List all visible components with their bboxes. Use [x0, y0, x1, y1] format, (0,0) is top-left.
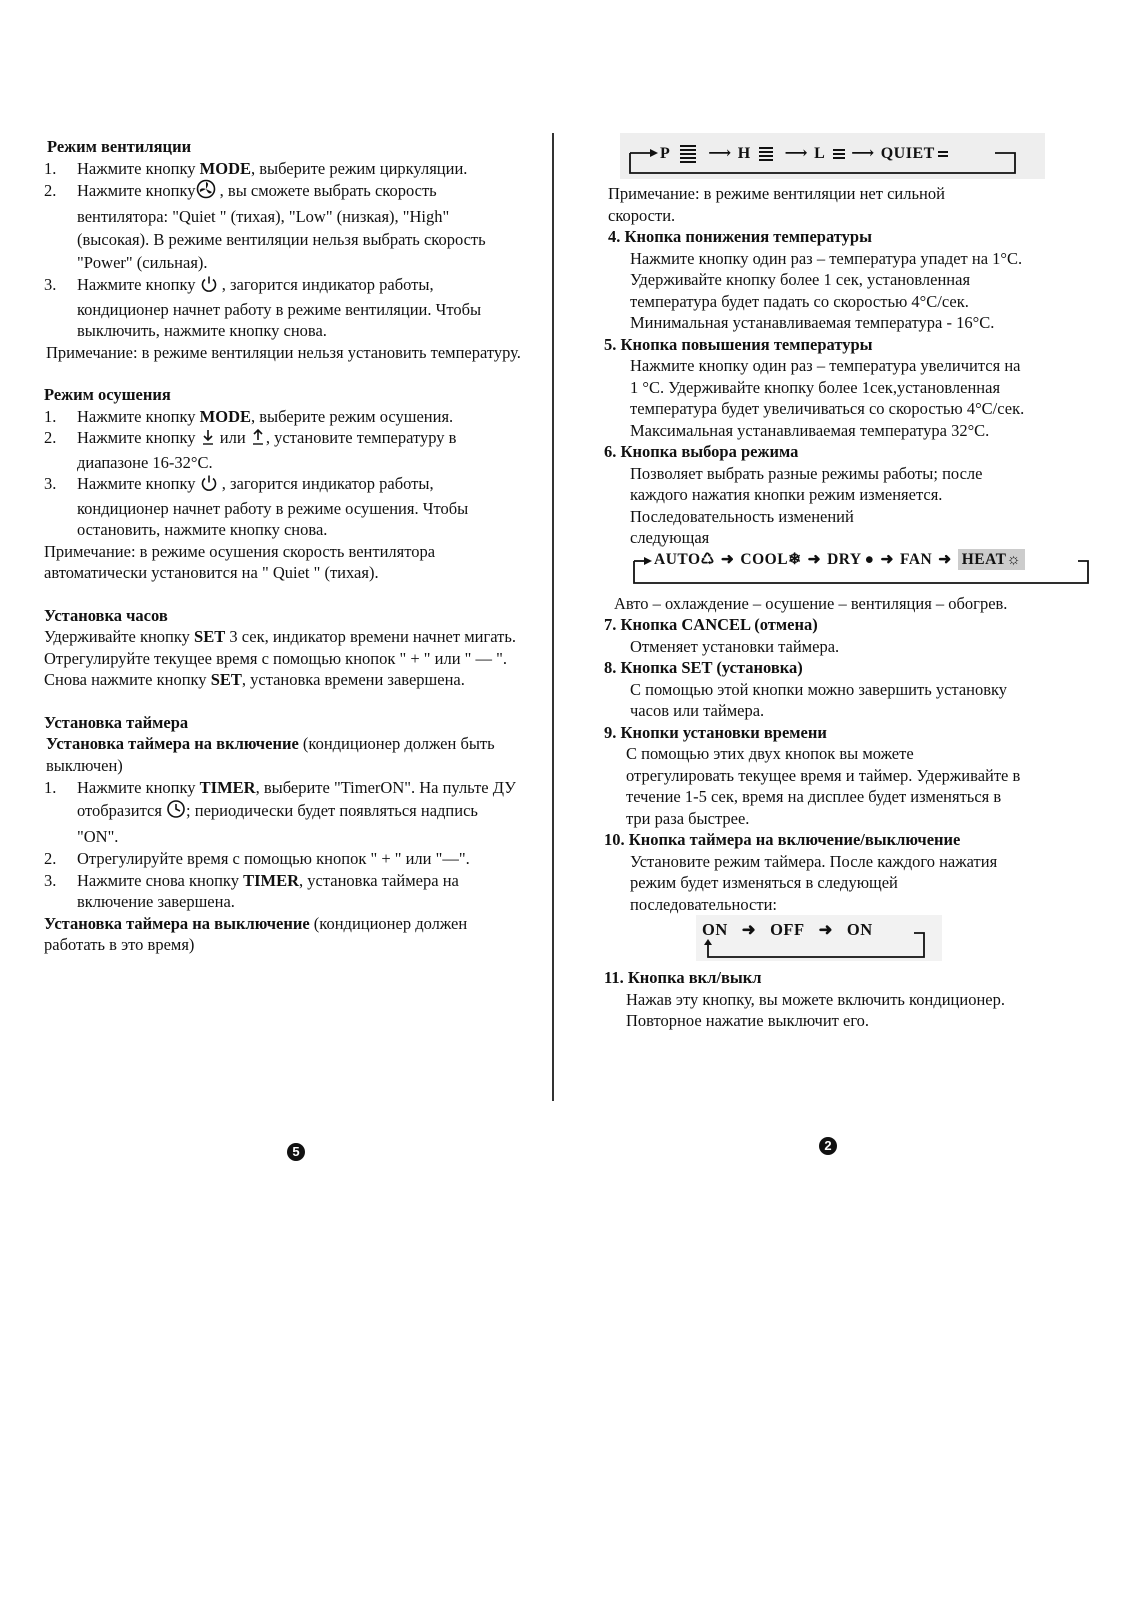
timer-seq-on: ON — [702, 920, 728, 939]
s11-text: Нажав эту кнопку, вы можете включить кондиционер. Повторное нажатие выключит его. — [626, 989, 1005, 1030]
dry-step-3: 3. Нажмите кнопку , загорится индикатор работы, кондиционер начнет работу в режиме осушения. Чтобы остановить, нажмите кнопку снова. — [44, 474, 469, 539]
s4-title: 4. Кнопка понижения температуры — [608, 227, 872, 246]
arrow-icon: ➜ — [880, 550, 894, 568]
clock-p1: Удерживайте кнопку SET 3 сек, индикатор времени начнет мигать. — [44, 627, 517, 646]
mode-cool: COOL — [740, 550, 789, 568]
timer-on-heading: Установка таймера на включение (кондиционер должен быть выключен) — [46, 734, 495, 775]
timer-seq-off: OFF — [770, 920, 805, 939]
s10-text: Установите режим таймера. После каждого нажатия режим будет изменяться в следующей последовательности: — [630, 851, 998, 914]
s6-title: 6. Кнопка выбора режима — [604, 442, 799, 461]
s10-title: 10. Кнопка таймера на включение/выключение — [604, 830, 961, 849]
s7-text: Отменяет установки таймера. — [630, 636, 840, 656]
arrow-icon: ⟶ — [784, 145, 809, 162]
fan-bars-icon — [680, 145, 696, 163]
fan-icon — [196, 179, 216, 205]
vent-step-1: 1. Нажмите кнопку MODE, выберите режим циркуляции. — [44, 158, 468, 178]
fan-seq-h: H — [737, 145, 751, 162]
left-column — [44, 136, 522, 956]
timer-title: Установка таймера — [44, 712, 189, 732]
temp-down-icon — [200, 428, 216, 452]
arrow-icon: ⟶ — [851, 145, 875, 162]
arrow-icon: ➜ — [741, 920, 757, 939]
s8-text: С помощью этой кнопки можно завершить установку часов или таймера. — [630, 679, 1008, 720]
power-icon — [200, 275, 218, 299]
clock-title: Установка часов — [44, 605, 168, 625]
timer-seq-on-2: ON — [846, 920, 873, 939]
clock-p2: Отрегулируйте текущее время с помощью кнопок " + " или " — ". — [44, 648, 508, 668]
timer-step-1: 1. Нажмите кнопку TIMER, выберите "TimerON". На пульте ДУ отобразится ; периодически будет появляться надпись "ON". — [44, 778, 516, 846]
vent-note: Примечание: в режиме вентиляции нельзя установить температуру. — [46, 342, 521, 362]
column-divider — [552, 133, 554, 1101]
clock-p3: Снова нажмите кнопку SET, установка времени завершена. — [44, 670, 465, 689]
s9-text: С помощью этих двух кнопок вы можете отрегулировать текущее время и таймер. Удерживайте в течение 1-5 сек, время на дисплее будет изменяться в три раза быстрее. — [626, 744, 1021, 828]
vent-step-3: 3. Нажмите кнопку , загорится индикатор работы, кондиционер начнет работу в режиме вентиляции. Чтобы выключить, нажмите кнопку снова. — [44, 275, 482, 340]
s6-text: Позволяет выбрать разные режимы работы; после каждого нажатия кнопки режим изменяется. Последовательность изменений следующая — [630, 463, 983, 547]
dry-step-2: 2. Нажмите кнопку или , установите температуру в диапазоне 16-32°C. — [44, 428, 457, 472]
fan-seq-l: L — [814, 145, 826, 162]
mode-caption: Авто – охлаждение – осушение – вентиляция – обогрев. — [614, 593, 1008, 613]
arrow-icon: ➜ — [807, 550, 822, 568]
mode-sequence — [626, 549, 1096, 589]
vent-title: Режим вентиляции — [47, 137, 192, 156]
fan-bars-icon — [833, 149, 845, 159]
sun-icon: ☼ — [1006, 550, 1022, 568]
arrow-icon: ➜ — [938, 550, 952, 568]
timer-sequence — [696, 915, 942, 961]
clock-icon — [166, 799, 186, 825]
timer-step-3: 3. Нажмите снова кнопку TIMER, установка таймера на включение завершена. — [44, 870, 459, 911]
page-number-right: 2 — [819, 1137, 837, 1155]
dry-note: Примечание: в режиме осушения скорость вентилятора автоматически установится на " Quiet " (тихая). — [44, 541, 436, 582]
mode-dry: DRY — [827, 550, 862, 568]
s5-text: Нажмите кнопку один раз – температура увеличится на 1 °C. Удерживайте кнопку более 1сек,установленная температура будет увеличиваться со скоростью 4°C/сек. Максимальная устанавливаемая температура 32°C. — [630, 356, 1025, 440]
s7-title: 7. Кнопка CANCEL (отмена) — [604, 615, 818, 634]
vent-step-2: 2. Нажмите кнопку , вы сможете выбрать скорость вентилятора: "Quiet " (тихая), "Low" (низкая), "High" (высокая). В режиме вентиляции нельзя выбрать скорость "Power" (сильная). — [44, 181, 486, 272]
timer-step-2: 2. Отрегулируйте время с помощью кнопок " + " или "—". — [44, 849, 470, 868]
s4-text: Нажмите кнопку один раз – температура упадет на 1°C. Удерживайте кнопку более 1 сек, установленная температура будет падать со скоростью 4°C/сек. Минимальная устанавливаемая температура - 16°C. — [630, 248, 1023, 332]
s8-title: 8. Кнопка SET (установка) — [604, 658, 803, 677]
dry-step-1: 1. Нажмите кнопку MODE, выберите режим осушения. — [44, 406, 454, 426]
fan-bars-icon — [759, 147, 773, 161]
s11-title: 11. Кнопка вкл/выкл — [604, 968, 762, 987]
temp-up-icon — [250, 428, 266, 452]
fan-seq-p: P — [660, 145, 671, 162]
fan-bars-icon — [938, 151, 948, 157]
dry-title: Режим осушения — [44, 385, 171, 404]
power-icon — [200, 474, 218, 498]
mode-fan: FAN — [900, 550, 933, 568]
snowflake-icon: ❄ — [788, 550, 802, 568]
page-number-left: 5 — [287, 1143, 305, 1161]
right-column — [604, 133, 1108, 1032]
s5-title: 5. Кнопка повышения температуры — [604, 334, 873, 354]
mode-auto: AUTO — [654, 550, 701, 568]
s9-title: 9. Кнопки установки времени — [604, 722, 827, 742]
mode-heat: HEAT☼ — [958, 549, 1026, 571]
droplet-icon: ● — [864, 550, 875, 568]
auto-icon: ♺ — [700, 550, 715, 568]
arrow-icon: ⟶ — [708, 145, 732, 162]
arrow-icon: ➜ — [818, 920, 833, 939]
fan-note: Примечание: в режиме вентиляции нет сильной скорости. — [608, 184, 945, 225]
arrow-icon: ➜ — [720, 550, 735, 568]
fan-speed-sequence — [620, 133, 1045, 179]
timer-off-heading: Установка таймера на выключение (кондиционер должен работать в это время) — [44, 913, 468, 954]
fan-seq-quiet: QUIET — [880, 145, 935, 162]
